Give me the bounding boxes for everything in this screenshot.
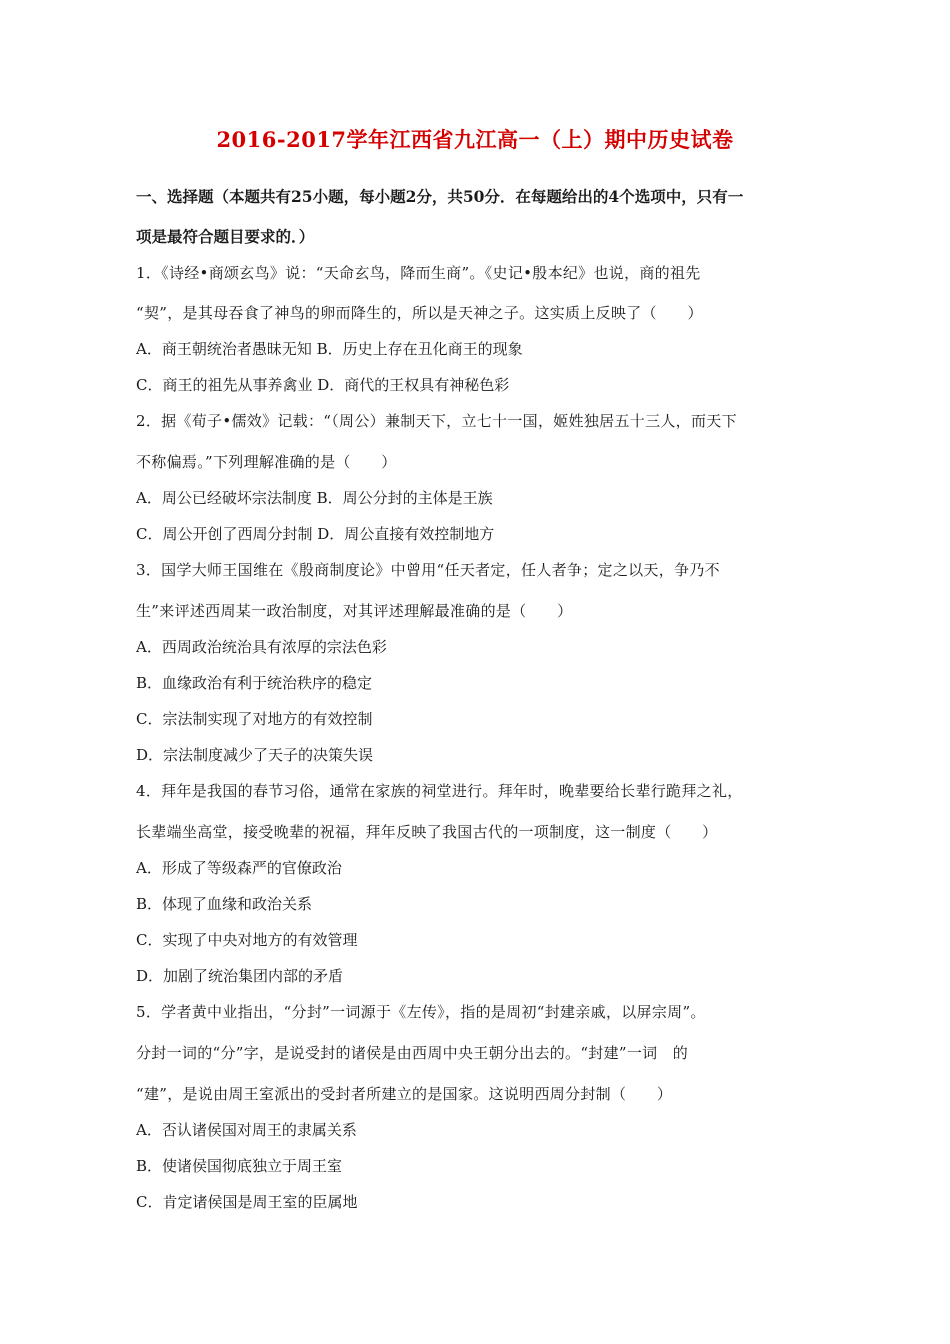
question-3-option-c: C．宗法制实现了对地方的有效控制	[136, 710, 373, 728]
question-3-stem-line-1: 3．国学大师王国维在《殷商制度论》中曾用“任天者定，任人者争；定之以天，争乃不	[136, 561, 720, 579]
question-4-option-a: A．形成了等级森严的官僚政治	[136, 859, 342, 877]
question-5-stem-line-2: 分封一词的“分”字，是说受封的诸侯是由西周中央王朝分出去的。“封建”一词 的	[136, 1044, 689, 1062]
question-1-stem-line-1: 1．《诗经•商颂玄鸟》说：“天命玄鸟，降而生商”。《史记•殷本纪》也说，商的祖先	[136, 264, 701, 282]
question-1-options-line-2: C．商王的祖先从事养禽业 D．商代的王权具有神秘色彩	[136, 376, 510, 394]
question-1-stem-line-2: “契”，是其母吞食了神鸟的卵而降生的，所以是天神之子。这实质上反映了（ ）	[136, 304, 703, 322]
question-3-stem-line-2: 生”来评述西周某一政治制度，对其评述理解最准确的是（ ）	[136, 602, 573, 620]
section-heading-line-2: 项是最符合题目要求的．）	[136, 227, 315, 246]
question-4-stem-line-2: 长辈端坐高堂，接受晚辈的祝福，拜年反映了我国古代的一项制度，这一制度（ ）	[136, 823, 718, 841]
question-3-option-d: D．宗法制度减少了天子的决策失误	[136, 746, 374, 764]
exam-title: 2016-2017学年江西省九江高一（上）期中历史试卷	[216, 127, 734, 152]
question-2-stem-line-2: 不称偏焉。”下列理解准确的是（ ）	[136, 453, 397, 471]
question-2-stem-line-1: 2．据《荀子•儒效》记载：“（周公）兼制天下，立七十一国，姬姓独居五十三人，而天下	[136, 412, 737, 430]
question-5-option-c: C．肯定诸侯国是周王室的臣属地	[136, 1193, 358, 1211]
question-3-option-a: A．西周政治统治具有浓厚的宗法色彩	[136, 638, 387, 656]
question-5-stem-line-3: “建”，是说由周王室派出的受封者所建立的是国家。这说明西周分封制（ ）	[136, 1085, 673, 1103]
question-2-options-line-2: C．周公开创了西周分封制 D．周公直接有效控制地方	[136, 525, 495, 543]
question-5-option-a: A．否认诸侯国对周王的隶属关系	[136, 1121, 357, 1139]
question-4-option-b: B．体现了血缘和政治关系	[136, 895, 313, 913]
question-4-option-d: D．加剧了统治集团内部的矛盾	[136, 967, 344, 985]
question-4-option-c: C．实现了中央对地方的有效管理	[136, 931, 358, 949]
question-2-options-line-1: A．周公已经破坏宗法制度 B．周公分封的主体是王族	[136, 489, 493, 507]
question-3-option-b: B．血缘政治有利于统治秩序的稳定	[136, 674, 373, 692]
question-5-stem-line-1: 5．学者黄中业指出，“分封”一词源于《左传》，指的是周初“封建亲戚，以屏宗周”。	[136, 1003, 706, 1021]
question-4-stem-line-1: 4．拜年是我国的春节习俗，通常在家族的祠堂进行。拜年时，晚辈要给长辈行跪拜之礼，	[136, 782, 743, 800]
question-5-option-b: B．使诸侯国彻底独立于周王室	[136, 1157, 343, 1175]
question-1-options-line-1: A．商王朝统治者愚昧无知 B．历史上存在丑化商王的现象	[136, 340, 523, 358]
section-heading-line-1: 一、选择题（本题共有25小题，每小题2分，共50分．在每题给出的4个选项中，只有一	[136, 187, 744, 206]
